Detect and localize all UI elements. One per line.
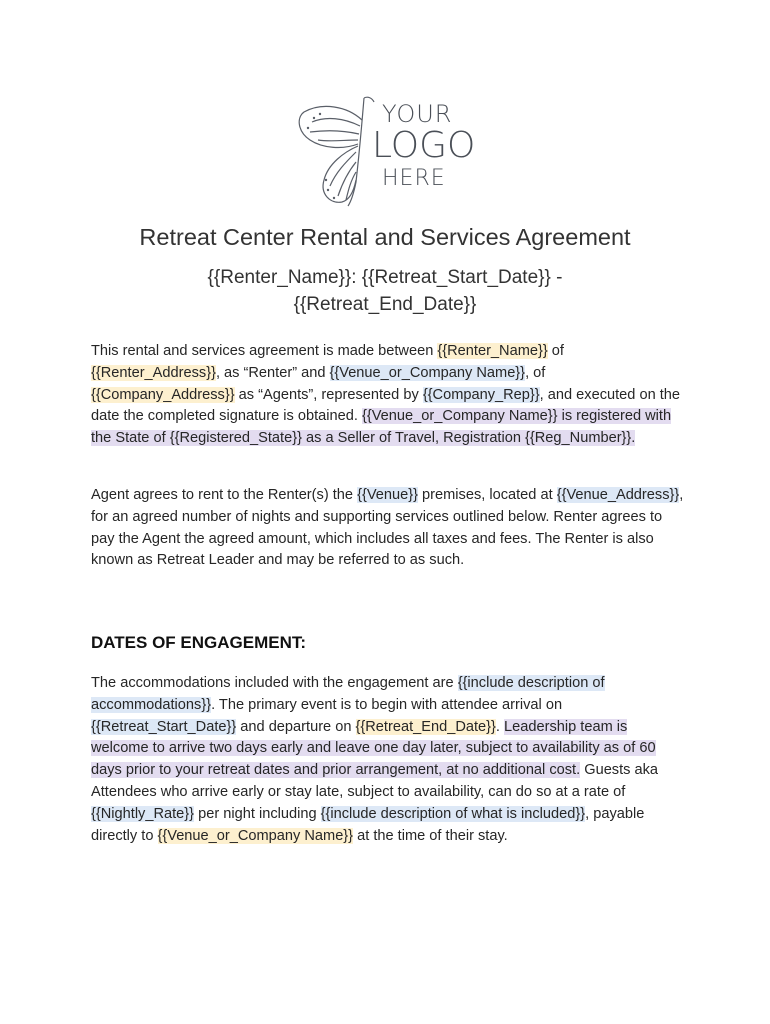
company-logo xyxy=(292,92,482,210)
retreat-start-date-field: {{Retreat_Start_Date}} xyxy=(91,718,237,735)
logo-line-2: LOGO xyxy=(372,125,476,166)
text-segment: . xyxy=(495,718,505,735)
engagement-dates-paragraph xyxy=(91,673,685,847)
text-segment: . The primary event is to begin with attendee arrival on xyxy=(211,696,563,713)
text-segment: premises, located at xyxy=(417,487,557,503)
text-segment: , and executed on the date the completed signature is obtained. xyxy=(91,386,681,425)
text-segment: , of xyxy=(525,364,546,381)
leadership-arrival-statement: Leadership team is welcome to arrive two days early and leave one day later, subject to availability as of 60 days prior to your retreat dates and prior arrangement, at no additional cost. xyxy=(91,718,656,779)
text-segment: , payable directly to xyxy=(91,805,645,844)
document-title: Retreat Center Rental and Services Agreement xyxy=(139,224,631,250)
nightly-rate-field: {{Nightly_Rate}} xyxy=(91,805,195,822)
accommodations-description-field: {{include description of accommodations}} xyxy=(91,675,605,713)
rental-terms-paragraph xyxy=(91,485,685,572)
text-segment: of xyxy=(547,343,564,359)
text-segment: at the time of their stay. xyxy=(353,827,508,844)
logo-line-3: HERE xyxy=(382,166,446,191)
text-segment: Agent agrees to rent to the Renter(s) the xyxy=(91,487,358,503)
company-rep-field: {{Company_Rep}} xyxy=(422,386,540,403)
subtitle-line-2: {{Retreat_End_Date}} xyxy=(293,294,477,315)
text-segment: , as “Renter” and xyxy=(215,364,330,381)
included-description-field: {{include description of what is included}} xyxy=(320,805,586,822)
company-address-field: {{Company_Address}} xyxy=(91,386,235,403)
renter-name-field: {{Renter_Name}} xyxy=(437,343,548,359)
butterfly-icon xyxy=(292,92,382,210)
logo-line-1: YOUR xyxy=(382,100,453,128)
venue-field: {{Venue}} xyxy=(357,487,418,503)
text-segment: , for an agreed number of nights and supporting services outlined below. Renter agrees to pay the Agent the agreed amount, which includes all taxes and fees. The Renter is also known as Retreat Leader and may be referred to as such. xyxy=(91,487,684,569)
text-segment: Guests aka Attendees who arrive early or stay late, subject to availability, can do so at a rate of xyxy=(91,762,659,800)
subtitle-line-1: {{Renter_Name}}: {{Retreat_Start_Date}} - xyxy=(207,267,563,288)
text-segment: as “Agents”, represented by xyxy=(234,386,423,403)
venue-company-name-field: {{Venue_or_Company Name}} xyxy=(329,364,526,381)
logo-text xyxy=(372,102,475,190)
dates-of-engagement-heading: DATES OF ENGAGEMENT: xyxy=(91,633,307,652)
text-segment: per night including xyxy=(194,805,321,822)
venue-company-name-field: {{Venue_or_Company Name}} xyxy=(157,827,354,844)
text-segment: and departure on xyxy=(236,718,356,735)
document-subtitle xyxy=(170,264,600,318)
renter-address-field: {{Renter_Address}} xyxy=(91,364,216,381)
retreat-end-date-field: {{Retreat_End_Date}} xyxy=(355,718,496,735)
agreement-intro-paragraph xyxy=(91,341,685,450)
text-segment: The accommodations included with the engagement are xyxy=(91,675,458,691)
registration-statement: {{Venue_or_Company Name}} is registered with the State of {{Registered_State}} as a Seller of Travel, Registration {{Reg_Number}}. xyxy=(91,408,672,447)
text-segment: This rental and services agreement is made between xyxy=(91,343,438,359)
venue-address-field: {{Venue_Address}} xyxy=(556,487,680,503)
